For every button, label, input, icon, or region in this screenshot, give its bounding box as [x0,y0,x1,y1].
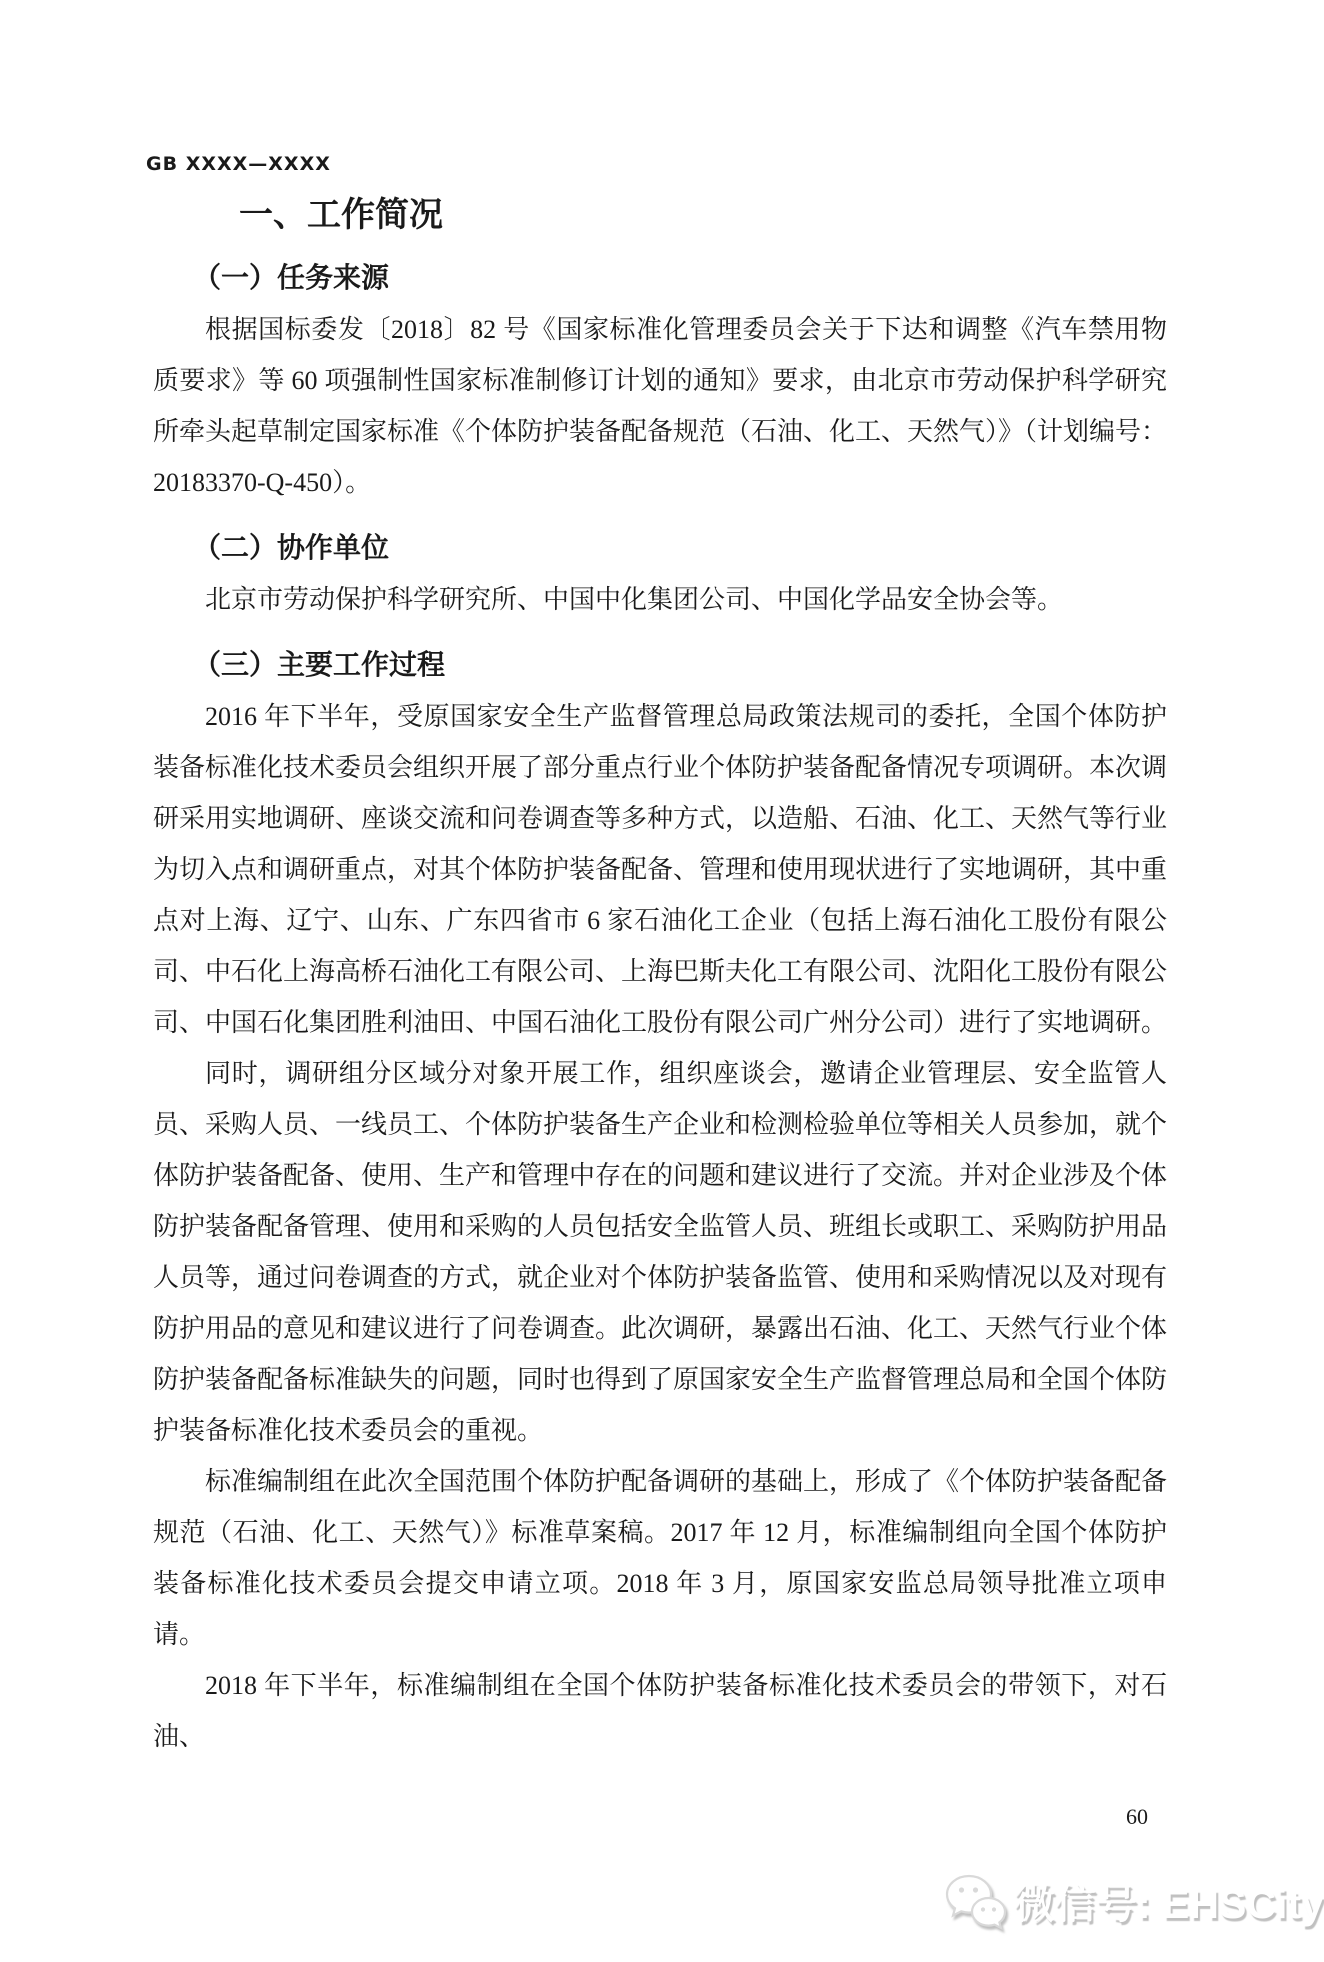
section-heading-1: （一）任务来源 [193,262,390,293]
section-heading-2: （二）协作单位 [193,532,390,563]
standard-number-header: GB XXXX—XXXX [146,153,331,175]
paragraph: 标准编制组在此次全国范围个体防护配备调研的基础上，形成了《个体防护装备配备规范（石油、化工、天然气）》标准草案稿。2017 年 12 月，标准编制组向全国个体防护装备标准化技术委员会提交申请立项。2018 年 3 月，原国家安监总局领导批准立项申请。 [153,1467,1168,1649]
doc-title: 一、工作简况 [239,196,443,234]
paragraph: 同时，调研组分区域分对象开展工作，组织座谈会，邀请企业管理层、安全监管人员、采购人员、一线员工、个体防护装备生产企业和检测检验单位等相关人员参加，就个体防护装备配备、使用、生产和管理中存在的问题和建议进行了交流。并对企业涉及个体防护装备配备管理、使用和采购的人员包括安全监管人员、班组长或职工、采购防护用品人员等，通过问卷调查的方式，就企业对个体防护装备监管、使用和采购情况以及对现有防护用品的意见和建议进行了问卷调查。此次调研，暴露出石油、化工、天然气行业个体防护装备配备标准缺失的问题，同时也得到了原国家安全生产监督管理总局和全国个体防护装备标准化技术委员会的重视。 [153,1059,1168,1445]
watermark-text: 微信号: EHSCity [1014,1880,1324,1927]
paragraph: 北京市劳动保护科学研究所、中国中化集团公司、中国化学品安全协会等。 [205,585,1064,614]
section-heading-3: （三）主要工作过程 [193,649,446,680]
watermark [942,1868,1324,1932]
paragraph: 2016 年下半年，受原国家安全生产监督管理总局政策法规司的委托，全国个体防护装备标准化技术委员会组织开展了部分重点行业个体防护装备配备情况专项调研。本次调研采用实地调研、座谈交流和问卷调查等多种方式，以造船、石油、化工、天然气等行业为切入点和调研重点，对其个体防护装备配备、管理和使用现状进行了实地调研，其中重点对上海、辽宁、山东、广东四省市 6 家石油化工企业（包括上海石油化工股份有限公司、中石化上海高桥石油化工有限公司、上海巴斯夫化工有限公司、沈阳化工股份有限公司、中国石化集团胜利油田、中国石油化工股份有限公司广州分公司）进行了实地调研。 [153,702,1168,1037]
paragraph: 2018 年下半年，标准编制组在全国个体防护装备标准化技术委员会的带领下，对石油、 [153,1671,1167,1751]
document-content [153,192,1167,1762]
page-number: 60 [1126,1804,1148,1829]
paragraph: 根据国标委发〔2018〕82 号《国家标准化管理委员会关于下达和调整《汽车禁用物质要求》等 60 项强制性国家标准制修订计划的通知》要求，由北京市劳动保护科学研究所牵头起草制定国家标准《个体防护装备配备规范（石油、化工、天然气）》（计划编号：20183370-Q-450）。 [153,315,1168,497]
document-page [0,152,1324,1962]
wechat-icon [942,1868,1006,1932]
